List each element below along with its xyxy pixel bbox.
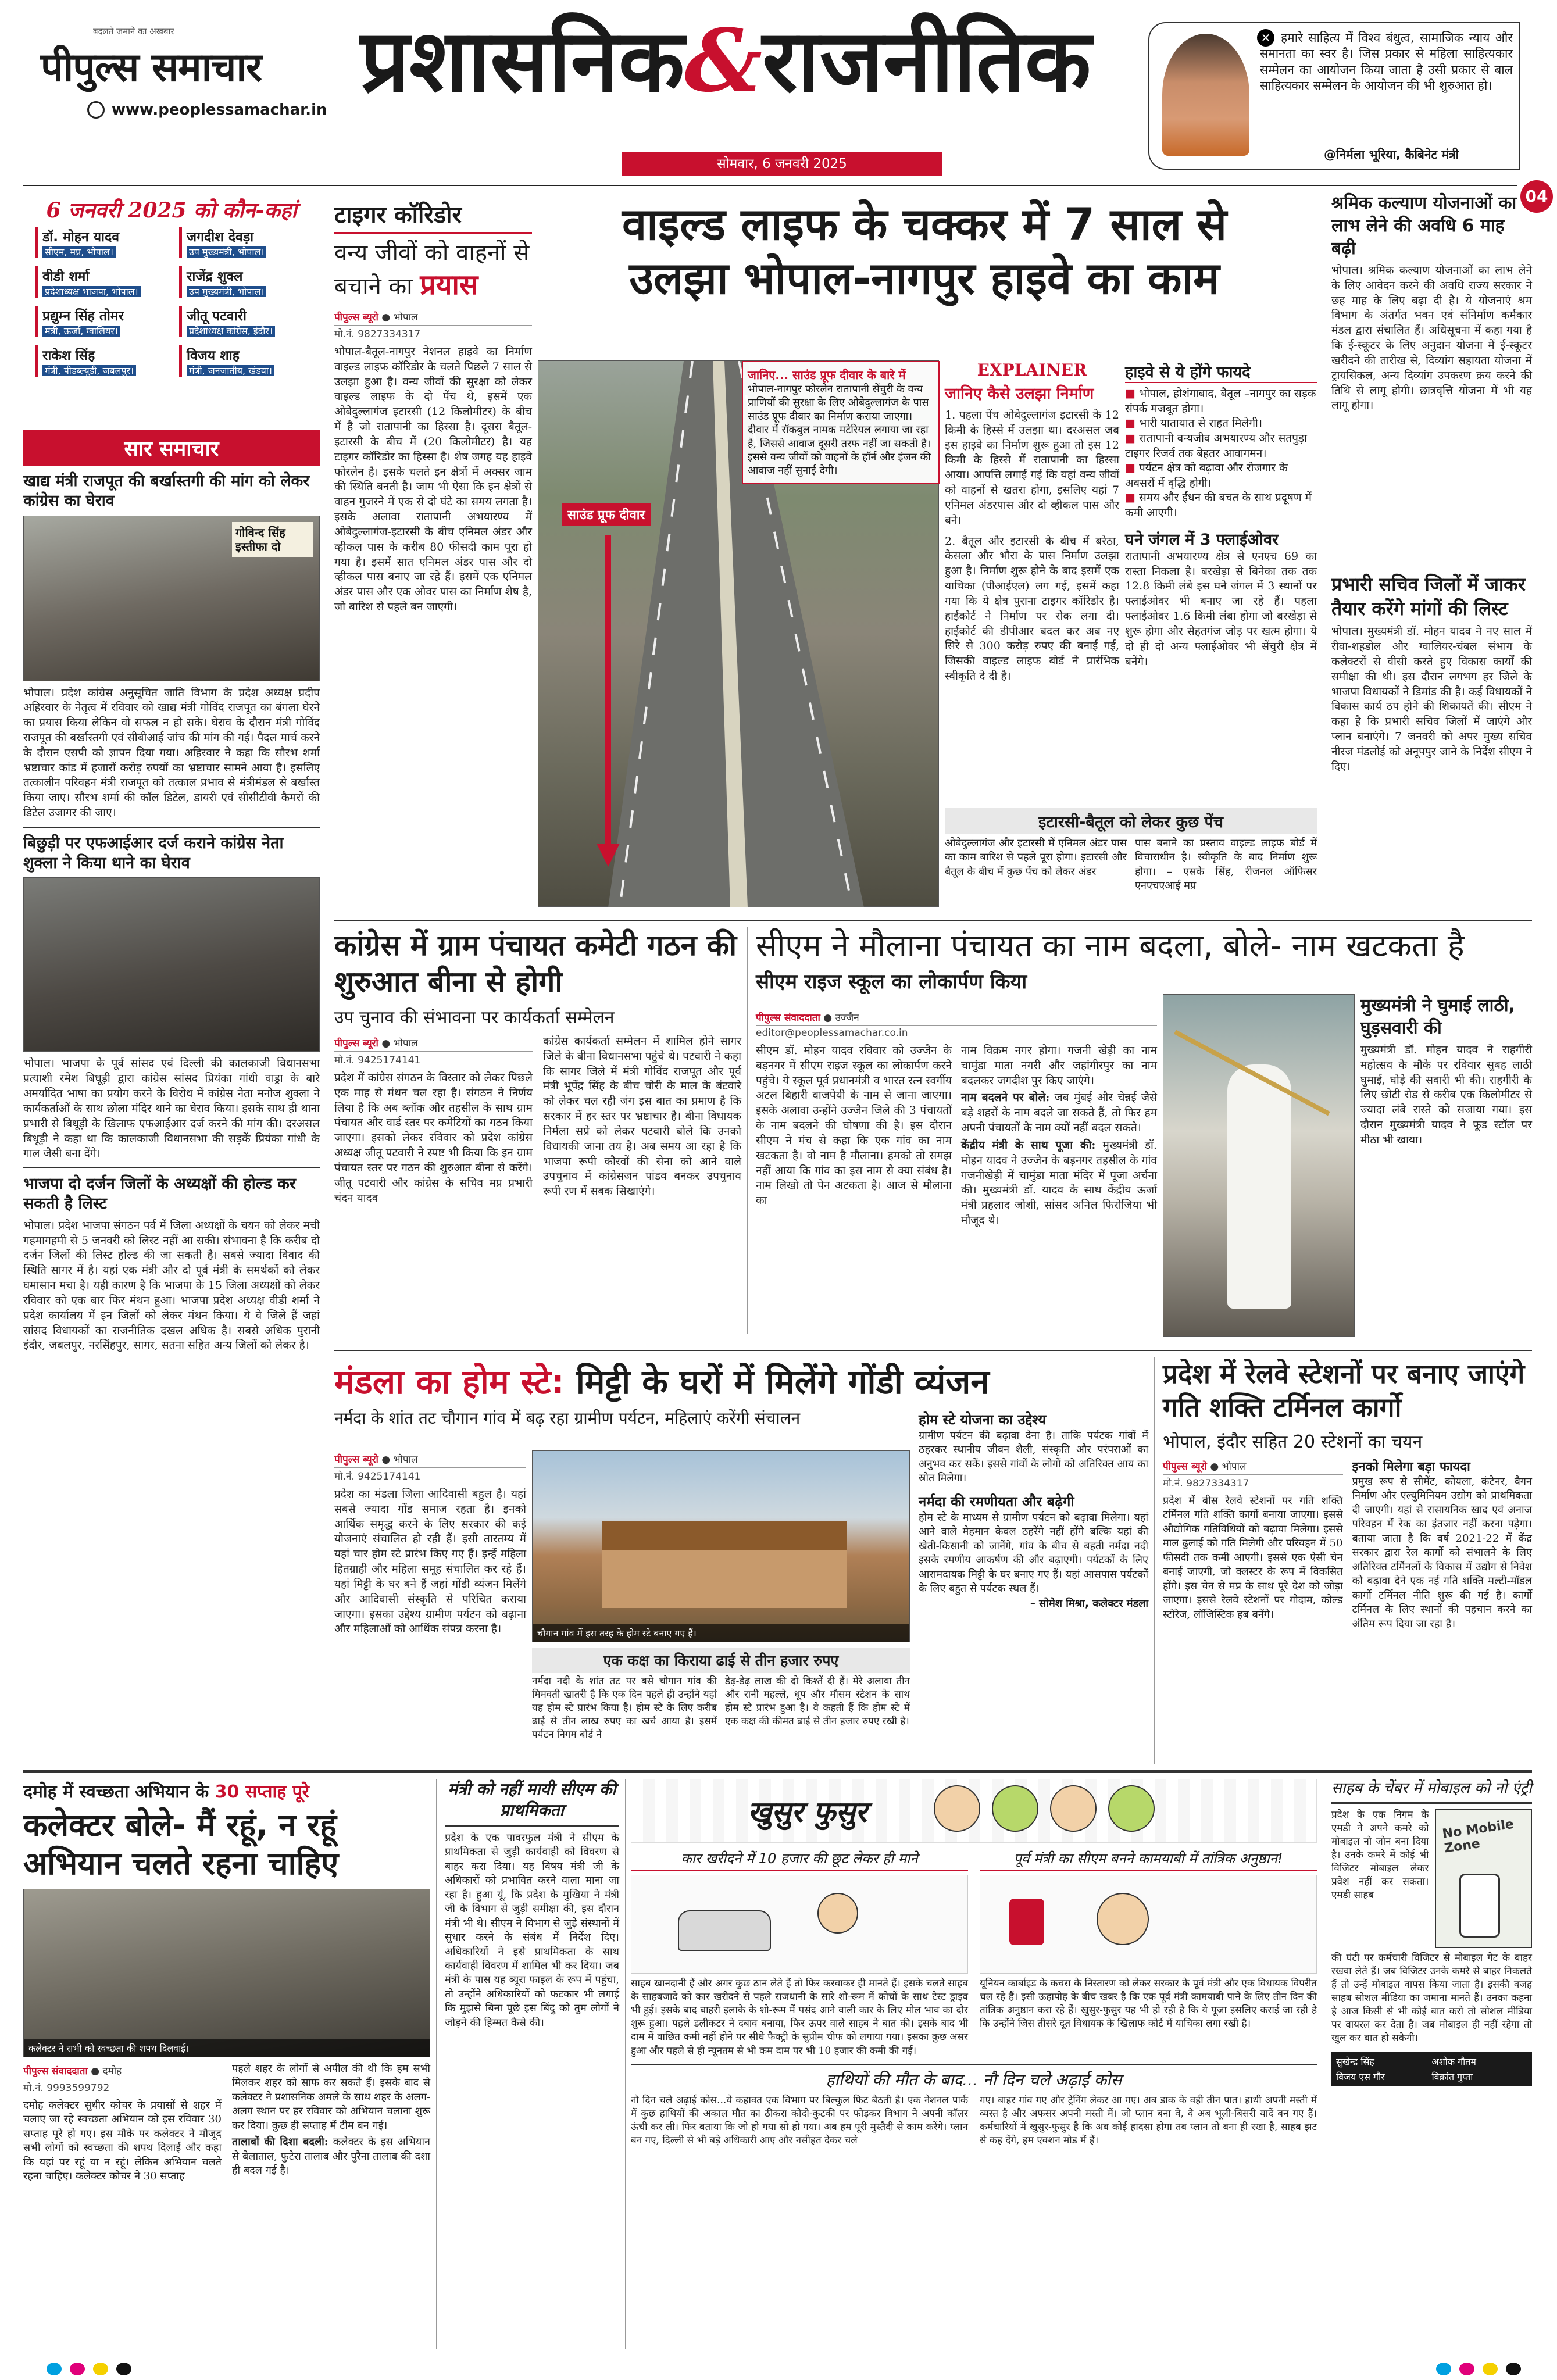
registration-mark [1506, 2363, 1521, 2375]
saar-photo-2 [23, 877, 320, 1052]
congress-body-2: कांग्रेस कार्यकर्ता सम्मेलन में शामिल होने सागर जिले के बीना विधानसभा पहुंचे थे। पटवारी ने कहा कि सागर जिले में मंत्री गोविंद राजपूत और पूर्व मंत्री भूपेंद्र सिंह के बीच चोरी के माल के बंटवारे को लेकर चल रही जंग इस बात का प्रमाण है कि सरकार में हर स्तर पर भ्रष्टाचार है। बीना विधायक निर्मला सप्रे को लेकर पटवारी बोले कि उनको विधायकी जाना तय है। अब समय आ रहा है कि भाजपा रूपी कौरवों की सेना को आने वाले उपचुनाव में कांग्रेसजन पांडव बनकर उपचुनाव रूपी रण में सबक सिखाएंगे। [543, 1035, 741, 1198]
tiger-mobile: मो.नं. 9827334317 [334, 328, 421, 340]
maulana-cols [756, 1009, 1157, 1346]
hathi-body-2: गए। बाहर गांव गए और ट्रेनिंग लेकर आ गए। अब डाक के वही तीन पात। हाथी अपनी मस्ती में व्यस्त है और अफसर अपनी मस्ती में। जो प्लान बना वे, वे अब भूली-बिसरी यादें बन गए हैं। कर्मचारियों में खुसुर-फुसुर है कि अब कोई हादसा होगा तब प्लान तो बना ही रखा है, साहब झट से कह देंगे, हम एक्शन मोड में हैं। [980, 2094, 1317, 2146]
saar-headline-3: भाजपा दो दर्जन जिलों के अध्यक्षों की होल्ड कर सकती है लिस्ट [23, 1175, 296, 1213]
quote-author: @निर्मला भूरिया, कैबिनेट मंत्री [1324, 148, 1459, 162]
narmada-head: नर्मदा की रमणीयता और बढ़ेगी [919, 1493, 1074, 1510]
railway-fayda-body: प्रमुख रूप से सीमेंट, कोयला, कंटेनर, वैगन निर्माण और एल्युमिनियम उद्योग को प्राथमिकता दी जाएगी। यहां से रासायनिक खाद एवं अनाज परिवहन में रेक का इंतजार नहीं करना पड़ेगा। बताया जाता है कि वर्ष 2021-22 में केंद्र सरकार द्वारा रेल कार्गो को संभालने के लिए अतिरिक्त टर्मिनलों के विकास में उद्योग से निवेश को बढ़ावा देने एक नई गति शक्ति मल्टी-मॉडल कार्गो टर्मिनल नीति शुरू की गई है। कार्गो टर्मिनल के लिए स्थानों की पहचान करने का अंतिम रूप दिया जा रहा है। [1352, 1475, 1532, 1630]
lathi-head: मुख्यमंत्री ने घुमाई लाठी, घुड़सवारी की [1360, 995, 1516, 1038]
tantrik-body: यूनियन कार्बाइड के कचरा के निस्तारण को लेकर सरकार के पूर्व मंत्री और एक विधायक विपरीत चल रहे हैं। इसी ऊहापोह के बीच खबर है कि एक पूर्व मंत्री कामयाबी पाने के लिए तीन दिन की तांत्रिक अनुष्ठान करा रहे हैं। खुसुर-फुसुर यह भी हो रही है कि ये पूजा इसलिए कराई जा रही है कि उन्होंने जिस तीसरे दूत विधायक के खिलाफ कोर्ट में याचिका लगा रखी है। [980, 1978, 1317, 2030]
railway-head: प्रदेश में रेलवे स्टेशनों पर बनाए जाएंगे गति शक्ति टर्मिनल कार्गो [1163, 1358, 1525, 1423]
who-item: जगदीश देवड़ा उप मुख्यमंत्री, भोपाल। [179, 227, 314, 258]
saar-body-2: भोपाल। भाजपा के पूर्व सांसद एवं दिल्ली की कालकाजी विधानसभा प्रत्याशी रमेश बिधूड़ी द्वारा कांग्रेस सांसद प्रियंका गांधी वाड्रा के बारे अमर्यादित भाषा का प्रयोग करने के विरोध में कांग्रेस नेता मनोज शुक्ला ने कार्यकर्ताओं के साथ छोला मंदिर थाने का घेराव किया। इसके साथ ही थाना प्रभारी से बिधूड़ी के खिलाफ एफआईआर दर्ज करने की मांग की। दरअसल बिधूड़ी ने कहा था कि कालकाजी विधानसभा की सड़कें प्रियंका गांधी के गाल जैसी बना देंगे। [23, 1057, 320, 1160]
lathi-photo [1163, 994, 1355, 1337]
lathi-body: मुख्यमंत्री डॉ. मोहन यादव ने राहगीरी महोत्सव के मौके पर रविवार सुबह लाठी घुमाई, घोड़े की सवारी भी की। राहगीरी के लिए छोटी रोड से करीब एक किलोमीटर से ज्यादा लंबे रास्ते को सजाया गया। इस दौरान मुख्यमंत्री यादव ने फूड स्टॉल पर मीठा भी खाया। [1360, 1044, 1532, 1146]
railway-story [1163, 1357, 1532, 1764]
itarsi-body-1: ओबेदुल्लागंज और इटारसी में एनिमल अंडर पास का काम बारिश से पहले पूरा होगा। इटारसी और बैतूल के बीच में कुछ पेंच को लेकर अंडर [945, 837, 1127, 878]
maulana-naam [961, 1091, 1157, 1135]
flyover-head: घने जंगल में 3 फ्लाईओवर [1125, 530, 1279, 549]
saheb-story [1331, 1779, 1532, 2349]
masthead [0, 0, 1557, 206]
prabhari-story [1331, 573, 1532, 916]
website-link[interactable]: www.peoplessamachar.in [112, 101, 327, 119]
x-icon: ✕ [1257, 29, 1274, 47]
lathi-story [1360, 994, 1532, 1337]
maulana-byline: पीपुल्स संवाददाता ● उज्जैन [756, 1009, 1157, 1026]
cartoon-faces-icon [934, 1785, 1224, 1838]
saar-section [23, 430, 320, 1767]
mandla-body: प्रदेश का मंडला जिला आदिवासी बहुल है। यहां सबसे ज्यादा गोंड समाज रहता है। इनको आर्थिक समृद्ध करने के लिए सरकार की कई योजनाएं संचालित हो रही हैं। इसी तारतम्य में यहां चार होम स्टे प्रारंभ किए गए हैं। इन्हें महिला हितग्राही और महिला समूह संचालित कर रहे हैं। यहां मिट्टी के घर बने हैं जहां गोंडी व्यंजन मिलेंगे और आदिवासी संस्कृति से परिचित कराया जाएगा। इसका उद्देश्य ग्रामीण पर्यटन को बढ़ाना और महिलाओं को आर्थिक संपन्न करना है। [334, 1488, 526, 1636]
registration-mark [116, 2363, 131, 2375]
saheb-body-2: की घंटी पर कर्मचारी विजिटर से मोबाइल गेट के बाहर रखवा लेते हैं। जब विजिटर उनके कमरे से बाहर निकलते हैं तो उन्हें मोबाइल वापस किया जाता है। इसकी वजह साहब सोशल मीडिया का जमाना मानते हैं। उनका कहना है आज किसी से भी कोई बात करो तो सोशल मीडिया पर वायरल कर देता है। जब मोबाइल ही नहीं रहेगा तो खुल कर बात हो सकेगी। [1331, 1952, 1532, 2045]
no-mobile-sign [1435, 1809, 1533, 1948]
kiraya-head: एक कक्ष का किराया ढाई से तीन हजार रुपए [532, 1648, 910, 1673]
kiraya-body-2: डेढ़-डेढ़ लाख की दो किश्तें दी हैं। मेरे अलावा तीन और रानी महल्ले, धूप और मौसम स्टेशन के साथ होम स्टे प्रारंभ हुआ है। वे कहती हैं कि होम स्टे में एक कक्ष की कीमत ढाई से तीन हजार रुपए रखी है। [725, 1675, 910, 1728]
logo: पीपुल्स समाचार [41, 45, 262, 91]
who-item: राजेंद्र शुक्ल उप मुख्यमंत्री, भोपाल। [179, 266, 314, 298]
registration-mark [1483, 2363, 1498, 2375]
car-cartoon [631, 1875, 968, 1974]
explainer-point-1: 1. पहला पेंच ओबेदुल्लागंज इटारसी के 12 किमी के हिस्से में उलझा था। दरअसल जब इस हाइवे का निर्माण शुरू हुआ तो इस 12 किमी के हिस्से में रातापानी का हिस्सा आया। आपत्ति लगाई गई कि यहां वन्य जीवों को वाहनों से खतरा होगा, इसलिए यहां 7 एनिमल अंडरपास और दो व्हीकल पास और बने। [945, 409, 1119, 527]
naam-head: नाम बदलने पर बोले: [961, 1091, 1050, 1105]
uddeshya-head: होम स्टे योजना का उद्देश्य [919, 1411, 1047, 1428]
registration-mark [93, 2363, 108, 2375]
maulana-sub: सीएम राइज स्कूल का लोकार्पण किया [756, 970, 1027, 994]
narmada-body: होम स्टे के माध्यम से ग्रामीण पर्यटन को बढ़ावा मिलेगा। यहां आने वाले मेहमान केवल ठहरेंगे नहीं होंगे बल्कि यहां की खेती-किसानी को जानेंगे, गांव के बीच से बहती नर्मदा नदी इसके रमणीय आकर्षण की और बढ़ाएगी। पर्यटकों के लिए आरामदायक मिट्टी के घर बनाए गए हैं। यहां आसपास पर्यटकों के लिए बहुत से पर्यटक स्थल हैं। [919, 1511, 1148, 1595]
registration-mark [1436, 2363, 1451, 2375]
railway-mobile: मो.नं. 9827334317 [1163, 1478, 1249, 1489]
mantri-body: प्रदेश के एक पावरफुल मंत्री ने सीएम के प्राथमिकता से जुड़ी कार्यवाही को विवरण से बाहर करा दिया। यह विषय मंत्री जी के अधिकारों को प्रभावित करने वाला माना जा रहा है। हुआ यूं, कि प्रदेश के मुखिया ने मंत्री जी के विभाग से जुड़ी समीक्षा की, इस दौरान मंत्री भी थे। सीएम ने विभाग से जुड़े संस्थानों में सुधार करने के संबंध में निर्देश दिए। अधिकारियों ने इसे प्राथमिकता के साथ कार्यवाही विवरण में शामिल भी कर दिया। जब मंत्री के पास यह ब्यूरा फाइल के रूप में पहुंचा, तो उन्होंने अधिकारियों को फटकार भी लगाई कि मुझसे बिना पूछे इस बिंदु को तुम लोगों ने जोड़ने की हिम्मत कैसे की। [445, 1831, 619, 2029]
registration-mark [70, 2363, 85, 2375]
tantrik-head: पूर्व मंत्री का सीएम बनने कामयाबी में तांत्रिक अनुष्ठान! [980, 1849, 1317, 1871]
who-item: डॉ. मोहन यादव सीएम, मप्र, भोपाल। [35, 227, 170, 258]
congress-story [334, 927, 741, 1346]
railway-byline: पीपुल्स ब्यूरो ● भोपाल [1163, 1457, 1343, 1475]
itarsi-box [945, 808, 1317, 907]
damoh-photo [23, 1889, 430, 2057]
saar-headline-2: बिछुड़ी पर एफआईआर दर्ज कराने कांग्रेस नेता शुक्ला ने किया थाने का घेराव [23, 834, 284, 872]
damoh-story [23, 1779, 430, 2354]
benefit-item: ■ भोपाल, होशंगाबाद, बैतूल –नागपुर का सड़क संपर्क मजबूत होगा। [1125, 387, 1317, 416]
mandla-col-3 [919, 1410, 1148, 1764]
maulana-minister [961, 1138, 1157, 1228]
protest-sign: गोविन्द सिंह इस्तीफा दो [232, 522, 313, 557]
benefit-item: ■ समय और ईंधन की बचत के साथ प्रदूषण में कमी आएगी। [1125, 491, 1317, 520]
who-item: प्रद्युम्न सिंह तोमर मंत्री, ऊर्जा, ग्वालियर। [35, 306, 170, 337]
credits: सुखेन्द्र सिंह अशोक गौतम विजय एस गौर विक्रांत गुप्ता [1331, 2052, 1532, 2086]
minister-head: केंद्रीय मंत्री के साथ पूजा की: [961, 1138, 1096, 1152]
congress-head: कांग्रेस में ग्राम पंचायत कमेटी गठन की शुरुआत बीना से होगी [334, 928, 737, 999]
saar-body-1: भोपाल। प्रदेश कांग्रेस अनुसूचित जाति विभाग के प्रदेश अध्यक्ष प्रदीप अहिरवार के नेतृत्व में रविवार को खाद्य मंत्री गोविंद राजपूत का बंगला घेरने का प्रयास किया लेकिन वो सफल न हो सके। घेराव के दौरान मंत्री गोविंद राजपूत की बर्खास्तगी एवं सीबीआई जांच की मांग की गई। पैदल मार्च करने के दौरान एसपी को ज्ञापन दिया गया। अहिरवार ने कहा कि सौरभ शर्मा भ्रष्टाचार कांड में हजारों करोड़ रुपयों का भ्रष्टाचार सामने आया है। इसलिए तत्कालीन परिवहन मंत्री राजपूत को तत्काल प्रभाव से मंत्रीमंडल से बर्खास्त किया जाए। सौरभ शर्मा की कॉल डिटेल, डायरी एवं सीसीटीवी कैमरों की डिटेल उजागर की जाए। [23, 686, 320, 820]
congress-body-1: प्रदेश में कांग्रेस संगठन के विस्तार को लेकर पिछले एक माह से मंथन चल रहा है। संगठन ने निर्णय लिया है कि अब ब्लॉक और तहसील के साथ ग्राम पंचायत और वार्ड स्तर पर कमेटियों का गठन किया जाएगा। इसको लेकर रविवार को प्रदेश कांग्रेस अध्यक्ष जीतू पटवारी ने स्पष्ट भी किया कि इन ग्राम पंचायत स्तर पर गठन की शुरुआत बीना से करेंगे। जीतू पटवारी और कांग्रेस के सचिव मप्र प्रभारी चंदन यादव [334, 1071, 533, 1205]
benefit-item: ■ भारी यातायात से राहत मिलेगी। [1125, 416, 1317, 431]
saheb-body-1: प्रदेश के एक निगम के एमडी ने अपने कमरे को मोबाइल नो जोन बना दिया है। उनके कमरे में कोई भी विजिटर मोबाइल लेकर प्रवेश नहीं कर सकता। एमडी साहब [1331, 1809, 1429, 1902]
saheb-head: साहब के चेंबर में मोबाइल को नो एंट्री [1331, 1779, 1532, 1804]
khusur-block [631, 1779, 1317, 2349]
damoh-caption: कलेक्टर ने सभी को स्वच्छता की शपथ दिलवाई। [24, 2039, 430, 2057]
explainer-point-2: 2. बैतूल और इटारसी के बीच में बरेठा, केसला और भौरा के पास निर्माण उलझा हुआ है। निर्माण शुरू होने के बाद इसमें एक याचिका (पीआईएल) लग गई, इसमें कहा गया कि ये क्षेत्र पुराना टाइगर कॉरिडोर है। हाईकोर्ट ने निर्माण पर रोक लगा दी। हाईकोर्ट की डीपीआर बदल कर अब नए सिरे से 300 करोड़ रुपए की बनाई गई, जिसकी वाइल्ड लाइफ बोर्ड ने प्रारंभिक स्वीकृति दे दी है। [945, 534, 1119, 683]
sound-wall-tag: साउंड प्रूफ दीवार [562, 503, 651, 526]
tiger-byline: पीपुल्स ब्यूरो ● भोपाल [334, 308, 532, 326]
itarsi-head: इटारसी-बैतूल को लेकर कुछ पेंच [945, 808, 1317, 834]
no-mobile-icon [1459, 1874, 1500, 1938]
date-strip: सोमवार, 6 जनवरी 2025 [622, 152, 942, 176]
minister-body: मुख्यमंत्री डॉ. मोहन यादव ने उज्जैन के बड़नगर तहसील के गांव गजनीखेड़ी में चामुंडा माता मंदिर में पूजा अर्चना की। मुख्यमंत्री डॉ. यादव के साथ केंद्रीय ऊर्जा मंत्री प्रहलाद जोशी, सांसद अनिल फिरोजिया भी मौजूद थे। [961, 1138, 1157, 1227]
kiraya-box [532, 1648, 910, 1764]
damoh-body-2: पहले शहर के लोगों से अपील की थी कि हम सभी मिलकर शहर को साफ कर सकते हैं। इसके बाद से कलेक्टर ने प्रशासनिक अमले के साथ शहर के अलग-अलग स्थान पर हर रविवार को अभियान चलाना शुरू कर दिया। कुछ ही सप्ताह में टीम बन गई। [232, 2062, 430, 2132]
khusur-logo: खुसुर फुसुर [748, 1795, 867, 1829]
hut-illustration [602, 1521, 847, 1608]
hathi-head: हाथियों की मौत के बाद... नौ दिन चले अढ़ाई कोस [631, 2064, 1317, 2090]
hathi-body-1: नौ दिन चले अढ़ाई कोस...ये कहावत एक विभाग पर बिल्कुल फिट बैठती है। एक नेशनल पार्क में कुछ हाथियों की अकाल मौत का ठीकरा कोदो-कुटकी पर फोड़कर विभाग ने अपनी कॉलर ऊंची कर ली। फिर बताया कि जो हो गया सो हो गया। अब हम पूरी मुस्तैदी से काम करेंगे। प्लान बन गए, दिल्ली से भी बड़े अधिकारी आए और नसीहत देकर चले [631, 2094, 968, 2146]
shramik-body: भोपाल। श्रमिक कल्याण योजनाओं का लाभ लेने के लिए आवेदन करने की अवधि राज्य सरकार ने छह माह के लिए बढ़ा दी है। ये योजनाएं श्रम विभाग के अंतर्गत भवन एवं संनिर्माण कर्मकार मंडल द्वारा संचालित हैं। अधिसूचना में कहा गया है कि ई-स्कूटर के लिए अनुदान योजना में ई-स्कूटर खरीदने की तारीख से, दिव्यांग सहायता योजना में ट्रायसिकल, अन्य दिव्यांग उपकरण क्रय करने की तिथि से लागू होगी। छात्रवृत्ति योजना में भी यह लागू होगा। [1331, 264, 1532, 412]
itarsi-body-2: पास बनाने का प्रस्ताव वाइल्ड लाइफ बोर्ड में विचाराधीन है। स्वीकृति के बाद निर्माण शुरू होगा। – एसके सिंह, रीजनल ऑफिसर एनएचएआई मप्र [1135, 837, 1317, 892]
damoh-kicker: दमोह में स्वच्छता अभियान के 30 सप्ताह पूरे [23, 1782, 309, 1802]
saar-body-3: भोपाल। प्रदेश भाजपा संगठन पर्व में जिला अध्यक्षों के चयन को लेकर मची गहमागहमी से 5 जनवरी को लिस्ट नहीं आ सकी। संभावना है कि करीब दो दर्जन जिलों की लिस्ट होल्ड की जा सकती है। सबसे ज्यादा विवाद की स्थिति सागर में है। यहां एक मंत्री और दो पूर्व मंत्री के समर्थकों को लेकर घमासान मचा है। यही कारण है कि भाजपा के 15 जिला अध्यक्षों को लेकर रविवार को एक बार फिर मंथन हुआ। भाजपा प्रदेश अध्यक्ष वीडी शर्मा ने प्रदेश कार्यालय में इन जिलों को लेकर मंथन किया। ये वे जिले हैं जहां सांसद विधायकों का राजनीतिक दखल अधिक है। सबसे अधिक पुरानी इंदौर, जबलपुर, नरसिंहपुर, सागर, सतना सहित अन्य जिलों को लेकर है। [23, 1218, 320, 1352]
registration-mark [1459, 2363, 1474, 2375]
prabhari-body: भोपाल। मुख्यमंत्री डॉ. मोहन यादव ने नए साल में रीवा-शहडोल और ग्वालियर-चंबल संभाग के कलेक्टरों से वीसी करते हुए विकास कार्यों की समीक्षा की थी। इस दौरान लगभग हर जिले के भाजपा विधायकों ने डिमांड की है। कई विधायकों ने विकास कार्य ठप होने की शिकायतें की। सीएम ने कहा है कि प्रभारी सचिव जिलों में जाएंगे और प्लान बनाएंगे। 7 जनवरी को अपर मुख्य सचिव नीरज मंडलोई को अनूपपुर जाने के निर्देश सीएम ने दिए। [1331, 625, 1533, 773]
kiraya-body-1: नर्मदा नदी के शांत तट पर बसे चौगान गांव की मिमवती खातरी है कि एक दिन पहले ही उन्होंने यहां यह होम स्टे प्रारंभ किया है। होम स्टे के लिए करीब ढाई से तीन लाख रुपए का खर्च आया है। इसमें पर्यटन निगम बोर्ड ने [532, 1675, 717, 1741]
saar-title: सार समाचार [23, 430, 320, 466]
tiger-kicker: टाइगर कॉरिडोर [334, 192, 532, 234]
lead-headline: वाइल्ड लाइफ के चक्कर में 7 साल से उलझा भोपाल-नागपुर हाइवे का काम [622, 198, 1227, 304]
maulana-body-2: नाम विक्रम नगर होगा। गजनी खेड़ी का नाम चामुंडा माता नगरी और जहांगीरपुर का नाम बदलकर जगदीश पुर किए जाएंगे। [961, 1044, 1157, 1087]
know-head: जानिए... साउंड प्रूफ दीवार के बारे में [748, 368, 906, 382]
section-title: प्रशासनिक&राजनीतिक [360, 10, 1091, 111]
benefit-item: ■ रातापानी वन्यजीव अभयारण्य और सतपुड़ा टाइगर रिजर्व तक बेहतर आवागमन। [1125, 431, 1317, 461]
mandla-mobile: मो.नं. 9425174141 [334, 1471, 421, 1482]
who-where-grid [35, 227, 314, 377]
congress-sub: उप चुनाव की संभावना पर कार्यकर्ता सम्मेलन [334, 1007, 615, 1028]
maulana-story [756, 927, 1529, 997]
railway-sub: भोपाल, इंदौर सहित 20 स्टेशनों का चयन [1163, 1432, 1423, 1452]
car-head: कार खरीदने में 10 हजार की छूट लेकर ही माने [631, 1849, 968, 1871]
tiger-headline: वन्य जीवों को वाहनों से बचाने का प्रयास [334, 240, 530, 301]
tantrik-cartoon [980, 1875, 1317, 1974]
mantri-head: मंत्री को नहीं मायी सीएम की प्राथमिकता [445, 1779, 619, 1827]
registration-mark [47, 2363, 62, 2375]
damoh-talab: तालाबों की दिशा बदली: कलेक्टर के इस अभियान से बेलाताल, फुटेरा तालाब और पुरैना तालाब की दशा ही बदल गई है। [232, 2136, 430, 2177]
cm-figure [1227, 1064, 1291, 1309]
benefits-head: हाइवे से ये होंगे फायदे [1125, 360, 1317, 383]
page-number: 04 [1520, 180, 1553, 213]
homestay-caption: चौगान गांव में इस तरह के होम स्टे बनाए गए हैं। [533, 1624, 909, 1642]
damoh-body-1: दमोह कलेक्टर सुधीर कोचर के प्रयासों से शहर में चलाए जा रहे स्वच्छता अभियान को इस रविवार 30 सप्ताह पूरे हो गए। इस मौके पर कलेक्टर ने मौजूद सभी लोगों को स्वच्छता की शपथ दिलाई और कहा कि यहां पर रहूं या न रहूं। लेकिन अभियान चलते रहना चाहिए। कलेक्टर कोचर ने 30 सप्ताह [23, 2099, 222, 2183]
explainer-label: EXPLAINER [977, 360, 1087, 380]
khusur-banner [631, 1779, 1317, 1843]
railway-body: प्रदेश में बीस रेलवे स्टेशनों पर गति शक्ति टर्मिनल गति शक्ति कार्गो बनाया जाएगा। इससे औद्योगिक गतिविधियों को बढ़ावा मिलेगा। इससे माल ढुलाई को गति मिलेगी और परिवहन में 50 फीसदी तक कमी आएगी। इससे एक ऐसी चेन बनाई जाएगी, जो क्लस्टर के रूप में विकसित होंगे। इस चेन से मप्र के साथ पूरे देश को जोड़ा जाएगा। इससे रेलवे स्टेशनों पर गोदाम, कोल्ड स्टोरेज, लॉजिस्टिक हब बनेंगे। [1163, 1495, 1343, 1621]
quote-box [1148, 22, 1520, 170]
shramik-story [1331, 192, 1532, 564]
no-mobile-sign-text: No Mobile Zone [1441, 1817, 1515, 1856]
know-box [742, 361, 940, 484]
damoh-byline: पीपुल्स संवाददाता ● दमोह [23, 2062, 222, 2079]
who-where-box [23, 192, 320, 424]
naam-body: जब मुंबई और चेन्नई जैसे बड़े शहरों के नाम बदले जा सकते हैं, तो फिर हम अपनी पंचायतों के नाम क्यों नहीं बदल सकते। [961, 1091, 1157, 1135]
maulana-head: सीएम ने मौलाना पंचायत का नाम बदला, बोले- नाम खटकता है [756, 927, 1465, 964]
shramik-head: श्रमिक कल्याण योजनाओं का लाभ लेने की अवधि 6 माह बढ़ी [1331, 193, 1517, 259]
who-item: वीडी शर्मा प्रदेशाध्यक्ष भाजपा, भोपाल। [35, 266, 170, 298]
globe-icon [87, 101, 105, 119]
benefits-col [1125, 360, 1317, 837]
maulana-body-1: सीएम डॉ. मोहन यादव रविवार को उज्जैन के बड़नगर में सीएम राइज स्कूल का लोकार्पण करने पहुंचे। ये स्कूल पूर्व प्रधानमंत्री व भारत रत्न स्वर्गीय अटल बिहारी वाजपेयी के नाम से जाना जाएगा। इसके अलावा उन्होंने उज्जैन जिले की 3 पंचायतों के नाम बदलने की घोषणा की है। इस दौरान सीएम ने मंच से कहा कि एक गांव का नाम खटकता है। वो नाम है मौलाना। हमको तो समझ नहीं आया कि गांव का इस नाम से क्या संबंध है। नाम लिखो तो पेन अटकता है। आज से मौलाना का [756, 1044, 952, 1207]
maulana-email[interactable]: editor@peoplessamachar.co.in [756, 1027, 908, 1039]
who-where-title: 6 जनवरी 2025 को कौन-कहां [46, 198, 297, 223]
uddeshya-body: ग्रामीण पर्यटन की बढ़ावा देना है। ताकि पर्यटक गांवों में ठहरकर स्थानीय जीवन शैली, संस्कृति और परंपराओं का अनुभव कर सकें। इससे गांवों के लोगों को अतिरिक्त आय का स्रोत मिलेगा। [919, 1430, 1148, 1485]
quote-text: हमारे साहित्य में विश्व बंधुत्व, सामाजिक न्याय और समानता का स्वर है। जिस प्रकार से महिला साहित्यकार सम्मेलन का आयोजन किया जाता है उसी प्रकार से बाल साहित्यकार सम्मेलन के आयोजन की भी शुरुआत हो। [1260, 31, 1513, 92]
damoh-head: कलेक्टर बोले- मैं रहूं, न रहूं अभियान चलते रहना चाहिए [23, 1807, 339, 1882]
congress-byline: पीपुल्स ब्यूरो ● भोपाल [334, 1034, 533, 1052]
mandla-sub: नर्मदा के शांत तट चौगान गांव में बढ़ रहा ग्रामीण पर्यटन, महिलाएं करेंगी संचालन [334, 1409, 801, 1428]
tiger-story [334, 192, 532, 913]
congress-mobile: मो.नं. 9425174141 [334, 1055, 421, 1066]
saar-headline-1: खाद्य मंत्री राजपूत की बर्खास्तगी की मांग को लेकर कांग्रेस का घेराव [23, 472, 310, 510]
benefits-list [1125, 387, 1317, 521]
mandla-headline: मंडला का होम स्टे: मिट्टी के घरों में मिलेंगे गोंडी व्यंजन [334, 1362, 990, 1402]
who-item: विजय शाह मंत्री, जनजातीय, खंडवा। [179, 345, 314, 377]
explainer-head: जानिए कैसे उलझा निर्माण [945, 385, 1094, 403]
railway-fayda-head: इनको मिलेगा बड़ा फायदा [1352, 1460, 1470, 1474]
who-item: जीतू पटवारी प्रदेशाध्यक्ष कांग्रेस, इंदौर। [179, 306, 314, 337]
prabhari-head: प्रभारी सचिव जिलों में जाकर तैयार करेंगे मांगों की लिस्ट [1331, 573, 1526, 620]
narmada-sign: – सोमेश मिश्रा, कलेक्टर मंडला [1030, 1597, 1148, 1610]
know-body: भोपाल-नागपुर फोरलेन रातापानी सेंचुरी के वन्य प्राणियों की सुरक्षा के लिए ओबेदुल्लागंज के पास साउंड प्रूफ दीवार का निर्माण कराया जाएगा। दीवार में रॉकबुल नामक मटेरियल लगाया जा रहा है, जिससे आवाज दूसरी तरफ नहीं जा सकती है। इससे वन्य जीवों को वाहनों के हॉर्न और इंजन की आवाज नहीं सुनाई देगी। [748, 383, 931, 477]
saar-photo-1 [23, 516, 320, 681]
avatar [1162, 34, 1249, 156]
mandla-col-1 [334, 1450, 526, 1764]
homestay-photo [532, 1450, 910, 1642]
flyover-body: रातापानी अभयारण्य क्षेत्र से एनएच 69 का रास्ता निकला है। बरखेड़ा से बिनेका तक तक 12.8 किमी लंबे इस घने जंगल में 3 स्थानों पर फ्लाईओवर भी बनाए जा रहे हैं। पहला फ्लाईओवर 1.6 किमी लंबा होगा जो बरखेड़ा से शुरू होगा और सेहतगंज जोड़ पर खत्म होगा। ये दो ही दो अन्य फ्लाईओवर भी सेंचुरी क्षेत्र में बनेंगे। [1125, 549, 1317, 668]
highway-photo [538, 360, 939, 907]
benefit-item: ■ पर्यटन क्षेत्र को बढ़ावा और रोजगार के अवसरों में वृद्धि होगी। [1125, 461, 1317, 491]
mandla-byline: पीपुल्स ब्यूरो ● भोपाल [334, 1450, 526, 1468]
tiger-body: भोपाल-बैतूल-नागपुर नेशनल हाइवे का निर्माण वाइल्ड लाइफ कॉरिडोर के चलते पिछले 7 साल से उलझा हुआ है। वन्य जीवों की सुरक्षा को लेकर वाइल्ड लाइफ के दो पेंच थे, इसमें एक ओबेदुल्लागंज इटारसी (12 किलोमीटर) के बीच में है जो रातापानी का हिस्सा है। दूसरा बैतूल-इटारसी के बीच में (20 किलोमीटर) है। यह टाइगर कॉरिडोर का हिस्सा है। शेष जगह यह हाइवे फोरलेन है। इसके चलते इन क्षेत्रों में अक्सर जाम की स्थिति बनती है। जाम भी ऐसा कि इन क्षेत्रों से वाहन गुजरने में एक से दो घंटे का समय लगता है। इसके अलावा रातापानी अभयारण्य में ओबेदुल्लागंज-इटारसी के बीच एनिमल अंडर और व्हीकल पास के करीब 80 फीसदी काम पूरा हो गया है। इसमें सात एनिमल अंडर पास और दो व्हीकल पास बनाए जा रहे हैं। इसमें एक एनिमल अंडर पास और एक ओवर पास का निर्माण शेष है, जो बारिश से पहले बन जाएगी। [334, 345, 532, 614]
damoh-mobile: मो.नं. 9993599792 [23, 2082, 110, 2094]
tagline: बदलते जमाने का अखबार [93, 26, 174, 37]
mantri-col [445, 1779, 619, 2349]
explainer-col [945, 360, 1119, 837]
who-item: राकेश सिंह मंत्री, पीडब्ल्यूडी, जबलपुर। [35, 345, 170, 377]
car-body: साहब खानदानी हैं और अगर कुछ ठान लेते हैं तो फिर करवाकर ही मानते हैं। इसके चलते साहब के साहबजादे को कार खरीदने से पहले राजधानी के सारे शो-रूम में कोचों के साथ टेस्ट ड्राइव भी हुई। इसके बाद बाहरी इलाके के शो-रूम में पसंद आने वाली कार के लिए मोल भाव का दौर शुरू हुआ। पहले डलीकटर ने दबाव बनाया, फिर ऊपर वाले साहब ने बात की। इसके बाद भी दाम में वाछित कमी नहीं होने पर सीधे फैक्ट्री के सुप्रीम चीफ को लगाया गया। इसका कुछ असर हुआ और पहले से ही न्यूनतम से भी कम दाम पर भी 10 हजार की कमी की गई। [631, 1978, 968, 2057]
